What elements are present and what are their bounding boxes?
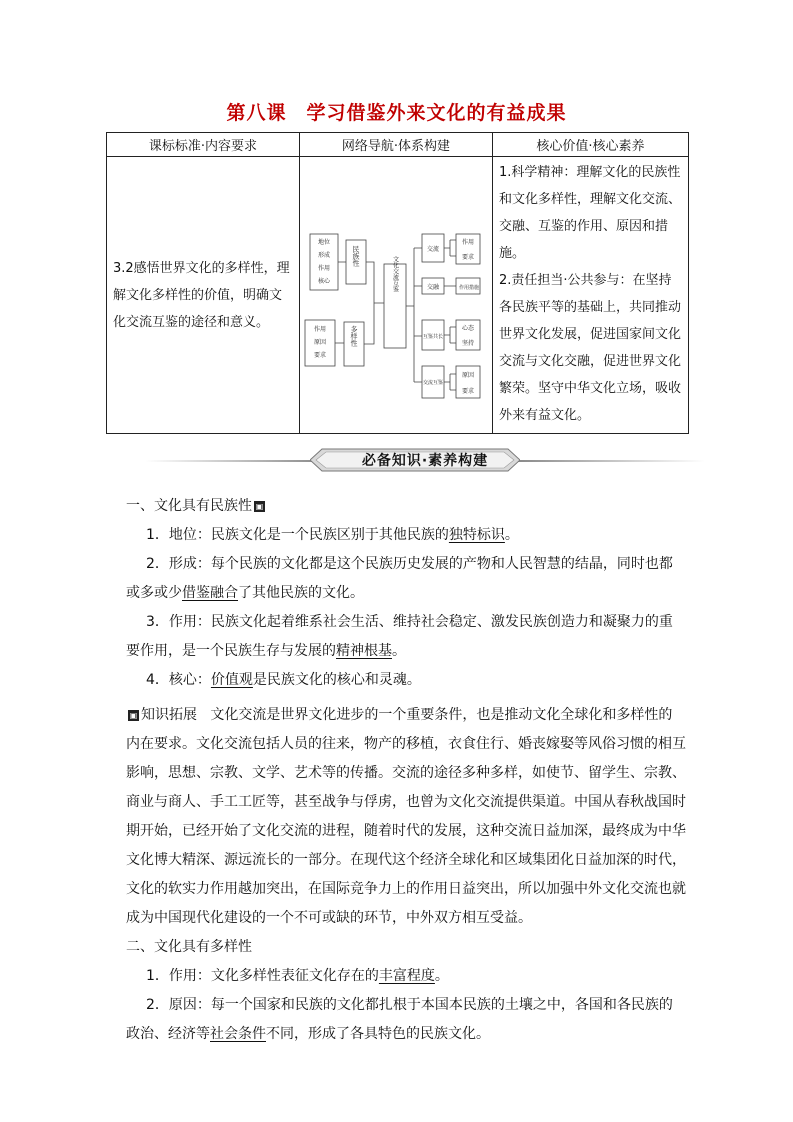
core-value-1: 1.科学精神：理解文化的民族性和文化多样性，理解文化交流、交融、互鉴的作用、原因和措施。 — [499, 165, 682, 261]
lesson-number: 第八课 — [226, 102, 287, 124]
item-text: 是民族文化的核心和灵魂。 — [252, 672, 421, 688]
item-text: 了其他民族的文化。 — [238, 585, 364, 601]
item-text: 4．核心： — [146, 672, 211, 688]
content-body — [126, 492, 686, 1049]
section-heading-2 — [126, 933, 686, 962]
item-text: 。 — [434, 968, 449, 984]
map-label: 作用 — [317, 265, 331, 272]
header-network: 网络导航·体系构建 — [300, 133, 493, 157]
list-item — [126, 550, 686, 608]
lesson-title: 学习借鉴外来文化的有益成果 — [306, 102, 567, 124]
list-item — [126, 666, 686, 695]
standard-cell: 3.2感悟世界文化的多样性，理解文化多样性的价值，明确文化交流互鉴的途径和意义。 — [107, 157, 300, 434]
key-term: 独特标识 — [448, 527, 505, 543]
list-item — [126, 991, 686, 1049]
item-text: 。 — [504, 527, 519, 543]
header-core-values: 核心价值·核心素养 — [493, 133, 689, 157]
item-text: 不同，形成了各具特色的民族文化。 — [266, 1026, 490, 1042]
heading-text: 二、文化具有多样性 — [126, 939, 252, 955]
map-label: 交流 — [426, 246, 440, 253]
header-standards: 课标标准·内容要求 — [107, 133, 300, 157]
map-label: 要求 — [461, 388, 475, 395]
key-term: 社会条件 — [210, 1026, 266, 1042]
map-label: 多样性 — [350, 325, 358, 347]
map-label: 原因 — [313, 339, 327, 346]
heading-text: 一、文化具有民族性 — [126, 498, 252, 514]
list-item — [126, 608, 686, 666]
map-label: 核心 — [317, 278, 331, 285]
map-label: 原因 — [461, 372, 475, 379]
item-text: 。 — [392, 643, 406, 659]
map-label: 坚持 — [461, 340, 475, 347]
item-text: 3．作用：民族文化起着维系社会生活、维持社会稳定、激发民族创造力和凝聚力的重要作用，是一个民族生存与发展的 — [126, 614, 673, 659]
table-body-row — [107, 157, 689, 434]
section-heading-1 — [126, 492, 686, 521]
core-values-cell — [493, 157, 689, 434]
page-title — [0, 98, 793, 125]
map-label: 作用 — [461, 239, 475, 246]
map-label: 形成 — [317, 252, 331, 259]
map-label: 措施 — [468, 285, 480, 291]
map-label: 互鉴共长 — [422, 334, 444, 340]
map-label: 要求 — [461, 254, 475, 261]
knowledge-extension — [126, 701, 686, 933]
key-term: 精神根基 — [336, 643, 392, 659]
core-value-2: 2.责任担当·公共参与：在坚持各民族平等的基础上，共同推动世界文化发展，促进国家间文化交流与文化交融，促进世界文化繁荣。坚守中华文化立场，吸收外来有益文化。 — [499, 273, 682, 423]
concept-map — [300, 160, 493, 430]
extension-text: 文化交流是世界文化进步的一个重要条件，也是推动文化全球化和多样性的内在要求。文化交流包括人员的往来，物产的移植，衣食住行、婚丧嫁娶等风俗习惯的相互影响，思想、宗教、文学、艺术等的传播。交流的途径多种多样，如使节、留学生、宗教、商业与商人、手工工匠等，甚至战争与俘虏，也曾为文化交流提供渠道。中国从春秋战国时期开始，已经开始了文化交流的进程，随着时代的发展，这种交流日益加深，最终成为中华文化博大精深、源远流长的一部分。在现代这个经济全球化和区域集团化日益加深的时代，文化的软实力作用越加突出，在国际竞争力上的作用日益突出，所以加强中外文化交流也就成为中国现代化建设的一个不可或缺的环节，中外双方相互受益。 — [126, 707, 686, 926]
concept-map-cell — [300, 157, 493, 434]
section-divider — [145, 447, 705, 475]
map-label: 文化交流互鉴 — [391, 256, 399, 292]
item-text: 1．作用：文化多样性表征文化存在的 — [146, 968, 379, 984]
key-term: 借鉴融合 — [182, 585, 238, 601]
item-text: 1．地位：民族文化是一个民族区别于其他民族的 — [146, 527, 449, 543]
map-label: 要求 — [313, 352, 327, 359]
extension-label: 知识拓展 — [141, 707, 197, 723]
section-banner: 必备知识·素养构建 — [361, 453, 489, 469]
map-label: 民族性 — [352, 245, 360, 267]
list-item — [126, 521, 686, 550]
table-header-row — [107, 133, 689, 157]
map-label: 心态 — [461, 325, 475, 332]
map-label: 地位 — [317, 239, 331, 246]
map-label: 交流互鉴 — [422, 380, 444, 386]
key-term: 价值观 — [210, 672, 253, 688]
map-label: 交融 — [426, 284, 440, 291]
item-text: 2．形成：每个民族的文化都是这个民族历史发展的产物和人民智慧的结晶，同时也都或多或少 — [126, 556, 673, 601]
item-text: 2．原因：每一个国家和民族的文化都扎根于本国本民族的土壤之中，各国和各民族的政治、经济等 — [126, 997, 673, 1042]
list-item — [126, 962, 686, 991]
map-label: 作用 — [313, 326, 327, 333]
book-icon: ▣ — [129, 711, 138, 720]
key-term: 丰富程度 — [378, 968, 435, 984]
map-label: 作用 — [458, 285, 470, 291]
book-icon: ▣ — [255, 502, 264, 511]
lesson-overview-table — [106, 132, 689, 434]
